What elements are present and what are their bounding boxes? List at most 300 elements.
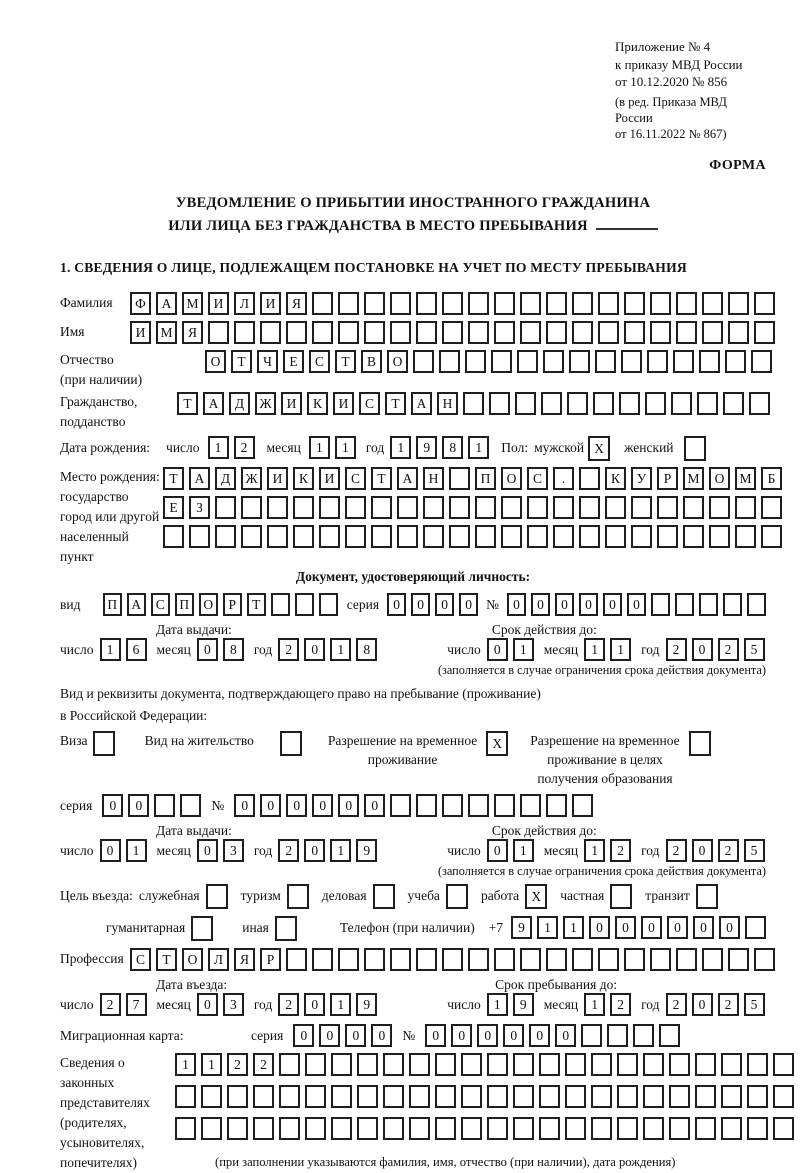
char-cell[interactable]: 0 [304, 638, 325, 661]
char-cell[interactable] [735, 496, 756, 519]
char-cell[interactable] [527, 525, 548, 548]
char-cell[interactable] [520, 292, 541, 315]
char-cell[interactable]: 0 [487, 638, 508, 661]
char-cell[interactable] [651, 593, 670, 616]
char-cell[interactable] [546, 794, 567, 817]
char-cell[interactable] [449, 467, 470, 490]
char-cell[interactable]: Т [335, 350, 356, 373]
char-cell[interactable] [364, 292, 385, 315]
char-cell[interactable] [435, 1085, 456, 1108]
char-cell[interactable]: А [156, 292, 177, 315]
char-cell[interactable] [709, 496, 730, 519]
char-cell[interactable]: 2 [718, 993, 739, 1016]
char-cell[interactable] [442, 321, 463, 344]
char-cell[interactable] [494, 948, 515, 971]
char-cell[interactable]: С [527, 467, 548, 490]
char-cell[interactable] [721, 1053, 742, 1076]
char-cell[interactable]: А [127, 593, 146, 616]
char-cell[interactable]: С [309, 350, 330, 373]
char-cell[interactable] [517, 350, 538, 373]
char-cell[interactable] [749, 392, 770, 415]
char-cell[interactable]: Т [231, 350, 252, 373]
char-cell[interactable]: 0 [312, 794, 333, 817]
char-cell[interactable]: 9 [416, 436, 437, 459]
char-cell[interactable]: Т [163, 467, 184, 490]
char-cell[interactable]: 5 [744, 839, 765, 862]
char-cell[interactable]: Ф [130, 292, 151, 315]
char-cell[interactable] [702, 321, 723, 344]
purpose-checkbox-cell[interactable] [287, 884, 309, 909]
char-cell[interactable] [631, 496, 652, 519]
char-cell[interactable]: 2 [666, 993, 687, 1016]
char-cell[interactable] [513, 1085, 534, 1108]
char-cell[interactable]: 1 [513, 839, 534, 862]
char-cell[interactable] [487, 1085, 508, 1108]
char-cell[interactable] [565, 1053, 586, 1076]
char-cell[interactable] [331, 1117, 352, 1140]
char-cell[interactable] [383, 1085, 404, 1108]
char-cell[interactable] [683, 525, 704, 548]
char-cell[interactable] [721, 1085, 742, 1108]
char-cell[interactable] [271, 593, 290, 616]
char-cell[interactable]: 0 [667, 916, 688, 939]
char-cell[interactable] [569, 350, 590, 373]
char-cell[interactable] [468, 794, 489, 817]
char-cell[interactable] [364, 321, 385, 344]
char-cell[interactable]: 0 [615, 916, 636, 939]
char-cell[interactable] [539, 1117, 560, 1140]
char-cell[interactable]: В [361, 350, 382, 373]
char-cell[interactable] [617, 1085, 638, 1108]
char-cell[interactable] [659, 1024, 680, 1047]
char-cell[interactable] [409, 1053, 430, 1076]
char-cell[interactable]: 1 [335, 436, 356, 459]
char-cell[interactable]: Н [437, 392, 458, 415]
char-cell[interactable] [475, 525, 496, 548]
char-cell[interactable]: 1 [468, 436, 489, 459]
char-cell[interactable]: О [387, 350, 408, 373]
char-cell[interactable] [657, 496, 678, 519]
char-cell[interactable]: 2 [610, 993, 631, 1016]
char-cell[interactable] [671, 392, 692, 415]
char-cell[interactable] [695, 1053, 716, 1076]
char-cell[interactable] [598, 321, 619, 344]
char-cell[interactable]: 3 [223, 839, 244, 862]
char-cell[interactable]: 0 [234, 794, 255, 817]
char-cell[interactable] [305, 1085, 326, 1108]
char-cell[interactable] [319, 525, 340, 548]
char-cell[interactable] [154, 794, 175, 817]
char-cell[interactable]: Н [423, 467, 444, 490]
char-cell[interactable] [541, 392, 562, 415]
char-cell[interactable] [468, 321, 489, 344]
char-cell[interactable] [383, 1117, 404, 1140]
char-cell[interactable]: 7 [126, 993, 147, 1016]
char-cell[interactable] [675, 593, 694, 616]
char-cell[interactable]: 2 [253, 1053, 274, 1076]
char-cell[interactable]: 0 [692, 839, 713, 862]
char-cell[interactable]: 0 [345, 1024, 366, 1047]
char-cell[interactable] [643, 1117, 664, 1140]
char-cell[interactable]: Т [177, 392, 198, 415]
char-cell[interactable] [189, 525, 210, 548]
char-cell[interactable] [539, 1053, 560, 1076]
char-cell[interactable] [163, 525, 184, 548]
char-cell[interactable]: О [501, 467, 522, 490]
char-cell[interactable] [565, 1085, 586, 1108]
char-cell[interactable] [657, 525, 678, 548]
char-cell[interactable] [747, 1117, 768, 1140]
char-cell[interactable]: 0 [319, 1024, 340, 1047]
char-cell[interactable] [723, 392, 744, 415]
char-cell[interactable]: А [411, 392, 432, 415]
char-cell[interactable]: И [260, 292, 281, 315]
char-cell[interactable] [546, 321, 567, 344]
residence-permit-checkbox-cell[interactable] [280, 731, 302, 756]
char-cell[interactable]: 0 [435, 593, 454, 616]
char-cell[interactable] [650, 948, 671, 971]
char-cell[interactable] [773, 1053, 794, 1076]
char-cell[interactable] [491, 350, 512, 373]
char-cell[interactable]: Т [247, 593, 266, 616]
char-cell[interactable] [605, 496, 626, 519]
char-cell[interactable]: 0 [387, 593, 406, 616]
char-cell[interactable]: 1 [584, 993, 605, 1016]
char-cell[interactable] [650, 292, 671, 315]
char-cell[interactable]: О [709, 467, 730, 490]
char-cell[interactable]: 1 [330, 993, 351, 1016]
char-cell[interactable]: И [319, 467, 340, 490]
char-cell[interactable] [567, 392, 588, 415]
char-cell[interactable] [598, 948, 619, 971]
char-cell[interactable]: 0 [692, 993, 713, 1016]
purpose-checkbox-cell[interactable] [373, 884, 395, 909]
char-cell[interactable] [338, 948, 359, 971]
char-cell[interactable] [468, 292, 489, 315]
char-cell[interactable] [267, 525, 288, 548]
char-cell[interactable] [439, 350, 460, 373]
char-cell[interactable]: 8 [223, 638, 244, 661]
purpose-checkbox-cell[interactable] [191, 916, 213, 941]
char-cell[interactable] [461, 1053, 482, 1076]
char-cell[interactable]: 1 [513, 638, 534, 661]
char-cell[interactable] [607, 1024, 628, 1047]
char-cell[interactable]: 1 [537, 916, 558, 939]
char-cell[interactable]: Ч [257, 350, 278, 373]
char-cell[interactable] [487, 1053, 508, 1076]
char-cell[interactable]: 0 [692, 638, 713, 661]
char-cell[interactable] [520, 321, 541, 344]
char-cell[interactable] [442, 292, 463, 315]
char-cell[interactable] [747, 593, 766, 616]
char-cell[interactable] [409, 1117, 430, 1140]
char-cell[interactable] [397, 496, 418, 519]
char-cell[interactable] [364, 948, 385, 971]
char-cell[interactable] [253, 1117, 274, 1140]
char-cell[interactable] [312, 948, 333, 971]
char-cell[interactable] [617, 1117, 638, 1140]
char-cell[interactable]: Я [234, 948, 255, 971]
char-cell[interactable] [267, 496, 288, 519]
char-cell[interactable]: 0 [459, 593, 478, 616]
char-cell[interactable] [725, 350, 746, 373]
char-cell[interactable] [487, 1117, 508, 1140]
char-cell[interactable]: 1 [201, 1053, 222, 1076]
char-cell[interactable] [494, 321, 515, 344]
char-cell[interactable]: А [203, 392, 224, 415]
char-cell[interactable]: Р [657, 467, 678, 490]
char-cell[interactable]: Т [385, 392, 406, 415]
char-cell[interactable]: 0 [555, 593, 574, 616]
char-cell[interactable]: 2 [234, 436, 255, 459]
char-cell[interactable]: 1 [100, 638, 121, 661]
char-cell[interactable] [286, 321, 307, 344]
char-cell[interactable] [773, 1117, 794, 1140]
char-cell[interactable] [201, 1085, 222, 1108]
char-cell[interactable] [465, 350, 486, 373]
temp-permit-checkbox-cell[interactable]: X [486, 731, 508, 756]
char-cell[interactable] [695, 1085, 716, 1108]
char-cell[interactable] [331, 1085, 352, 1108]
char-cell[interactable] [494, 292, 515, 315]
char-cell[interactable]: Ж [241, 467, 262, 490]
char-cell[interactable] [643, 1053, 664, 1076]
char-cell[interactable] [390, 292, 411, 315]
char-cell[interactable] [338, 321, 359, 344]
char-cell[interactable]: 2 [278, 993, 299, 1016]
char-cell[interactable] [723, 593, 742, 616]
char-cell[interactable]: Ж [255, 392, 276, 415]
edu-permit-checkbox-cell[interactable] [689, 731, 711, 756]
char-cell[interactable] [702, 292, 723, 315]
char-cell[interactable]: Л [234, 292, 255, 315]
char-cell[interactable] [546, 292, 567, 315]
char-cell[interactable]: 0 [531, 593, 550, 616]
char-cell[interactable] [579, 467, 600, 490]
char-cell[interactable]: 8 [442, 436, 463, 459]
char-cell[interactable] [669, 1117, 690, 1140]
char-cell[interactable]: 1 [487, 993, 508, 1016]
char-cell[interactable]: 0 [304, 839, 325, 862]
char-cell[interactable] [515, 392, 536, 415]
char-cell[interactable]: 2 [610, 839, 631, 862]
char-cell[interactable]: И [267, 467, 288, 490]
char-cell[interactable]: К [307, 392, 328, 415]
char-cell[interactable] [253, 1085, 274, 1108]
char-cell[interactable] [390, 794, 411, 817]
char-cell[interactable] [669, 1085, 690, 1108]
char-cell[interactable] [745, 916, 766, 939]
purpose-checkbox-cell[interactable] [610, 884, 632, 909]
char-cell[interactable]: Т [156, 948, 177, 971]
char-cell[interactable]: Р [223, 593, 242, 616]
char-cell[interactable] [735, 525, 756, 548]
char-cell[interactable] [543, 350, 564, 373]
char-cell[interactable]: 1 [390, 436, 411, 459]
char-cell[interactable]: Б [761, 467, 782, 490]
char-cell[interactable]: 0 [371, 1024, 392, 1047]
char-cell[interactable] [676, 948, 697, 971]
char-cell[interactable] [650, 321, 671, 344]
char-cell[interactable]: 0 [627, 593, 646, 616]
char-cell[interactable]: 2 [100, 993, 121, 1016]
char-cell[interactable] [695, 1117, 716, 1140]
char-cell[interactable] [442, 794, 463, 817]
char-cell[interactable]: 0 [128, 794, 149, 817]
char-cell[interactable] [489, 392, 510, 415]
char-cell[interactable]: 1 [309, 436, 330, 459]
char-cell[interactable] [227, 1117, 248, 1140]
char-cell[interactable]: 0 [304, 993, 325, 1016]
char-cell[interactable] [619, 392, 640, 415]
char-cell[interactable] [293, 496, 314, 519]
char-cell[interactable] [357, 1085, 378, 1108]
char-cell[interactable] [621, 350, 642, 373]
char-cell[interactable]: 1 [584, 839, 605, 862]
char-cell[interactable] [593, 392, 614, 415]
char-cell[interactable]: 0 [579, 593, 598, 616]
char-cell[interactable] [475, 496, 496, 519]
char-cell[interactable]: З [189, 496, 210, 519]
char-cell[interactable]: Р [260, 948, 281, 971]
char-cell[interactable] [175, 1085, 196, 1108]
char-cell[interactable] [633, 1024, 654, 1047]
char-cell[interactable] [631, 525, 652, 548]
char-cell[interactable] [553, 496, 574, 519]
char-cell[interactable]: И [333, 392, 354, 415]
char-cell[interactable]: 0 [603, 593, 622, 616]
char-cell[interactable]: А [189, 467, 210, 490]
char-cell[interactable] [669, 1053, 690, 1076]
char-cell[interactable] [435, 1117, 456, 1140]
char-cell[interactable]: Е [283, 350, 304, 373]
char-cell[interactable]: 2 [278, 839, 299, 862]
char-cell[interactable] [721, 1117, 742, 1140]
char-cell[interactable] [260, 321, 281, 344]
char-cell[interactable]: 2 [718, 638, 739, 661]
char-cell[interactable] [624, 948, 645, 971]
char-cell[interactable]: 9 [356, 993, 377, 1016]
char-cell[interactable]: И [281, 392, 302, 415]
char-cell[interactable] [312, 321, 333, 344]
char-cell[interactable] [501, 496, 522, 519]
char-cell[interactable] [371, 496, 392, 519]
char-cell[interactable]: Д [215, 467, 236, 490]
char-cell[interactable]: К [605, 467, 626, 490]
char-cell[interactable] [345, 525, 366, 548]
char-cell[interactable]: 6 [126, 638, 147, 661]
char-cell[interactable] [435, 1053, 456, 1076]
char-cell[interactable] [461, 1085, 482, 1108]
char-cell[interactable] [754, 948, 775, 971]
char-cell[interactable]: 1 [563, 916, 584, 939]
char-cell[interactable] [357, 1117, 378, 1140]
char-cell[interactable] [442, 948, 463, 971]
char-cell[interactable]: О [182, 948, 203, 971]
purpose-checkbox-cell[interactable] [206, 884, 228, 909]
char-cell[interactable]: 1 [584, 638, 605, 661]
char-cell[interactable] [227, 1085, 248, 1108]
char-cell[interactable]: 0 [451, 1024, 472, 1047]
char-cell[interactable] [423, 525, 444, 548]
char-cell[interactable] [416, 948, 437, 971]
char-cell[interactable] [728, 292, 749, 315]
char-cell[interactable]: 1 [330, 638, 351, 661]
char-cell[interactable]: С [151, 593, 170, 616]
char-cell[interactable] [728, 948, 749, 971]
char-cell[interactable]: Л [208, 948, 229, 971]
char-cell[interactable]: С [359, 392, 380, 415]
char-cell[interactable] [513, 1117, 534, 1140]
purpose-checkbox-cell[interactable]: X [525, 884, 547, 909]
char-cell[interactable] [279, 1117, 300, 1140]
char-cell[interactable]: Е [163, 496, 184, 519]
char-cell[interactable]: 2 [718, 839, 739, 862]
char-cell[interactable] [295, 593, 314, 616]
char-cell[interactable]: М [156, 321, 177, 344]
purpose-checkbox-cell[interactable] [275, 916, 297, 941]
char-cell[interactable] [773, 1085, 794, 1108]
char-cell[interactable] [747, 1053, 768, 1076]
char-cell[interactable]: 1 [610, 638, 631, 661]
char-cell[interactable]: 0 [425, 1024, 446, 1047]
char-cell[interactable] [546, 948, 567, 971]
char-cell[interactable] [279, 1053, 300, 1076]
char-cell[interactable] [215, 525, 236, 548]
char-cell[interactable] [416, 292, 437, 315]
char-cell[interactable] [572, 794, 593, 817]
purpose-checkbox-cell[interactable] [696, 884, 718, 909]
char-cell[interactable]: Т [371, 467, 392, 490]
char-cell[interactable] [572, 321, 593, 344]
char-cell[interactable] [463, 392, 484, 415]
char-cell[interactable]: 0 [102, 794, 123, 817]
char-cell[interactable] [591, 1085, 612, 1108]
char-cell[interactable] [643, 1085, 664, 1108]
char-cell[interactable]: П [175, 593, 194, 616]
char-cell[interactable] [371, 525, 392, 548]
char-cell[interactable]: 2 [666, 839, 687, 862]
char-cell[interactable] [409, 1085, 430, 1108]
char-cell[interactable] [645, 392, 666, 415]
char-cell[interactable] [397, 525, 418, 548]
visa-checkbox-cell[interactable] [93, 731, 115, 756]
char-cell[interactable] [208, 321, 229, 344]
char-cell[interactable] [605, 525, 626, 548]
char-cell[interactable]: 5 [744, 993, 765, 1016]
char-cell[interactable] [591, 1053, 612, 1076]
char-cell[interactable] [241, 525, 262, 548]
char-cell[interactable] [702, 948, 723, 971]
char-cell[interactable]: Я [182, 321, 203, 344]
char-cell[interactable]: С [130, 948, 151, 971]
char-cell[interactable] [699, 593, 718, 616]
char-cell[interactable]: 0 [503, 1024, 524, 1047]
char-cell[interactable]: 9 [356, 839, 377, 862]
char-cell[interactable] [747, 1085, 768, 1108]
char-cell[interactable] [461, 1117, 482, 1140]
char-cell[interactable] [709, 525, 730, 548]
char-cell[interactable]: 0 [411, 593, 430, 616]
char-cell[interactable]: 0 [477, 1024, 498, 1047]
char-cell[interactable]: . [553, 467, 574, 490]
char-cell[interactable] [390, 321, 411, 344]
char-cell[interactable] [579, 525, 600, 548]
char-cell[interactable] [520, 948, 541, 971]
char-cell[interactable] [673, 350, 694, 373]
char-cell[interactable] [413, 350, 434, 373]
char-cell[interactable]: 0 [719, 916, 740, 939]
